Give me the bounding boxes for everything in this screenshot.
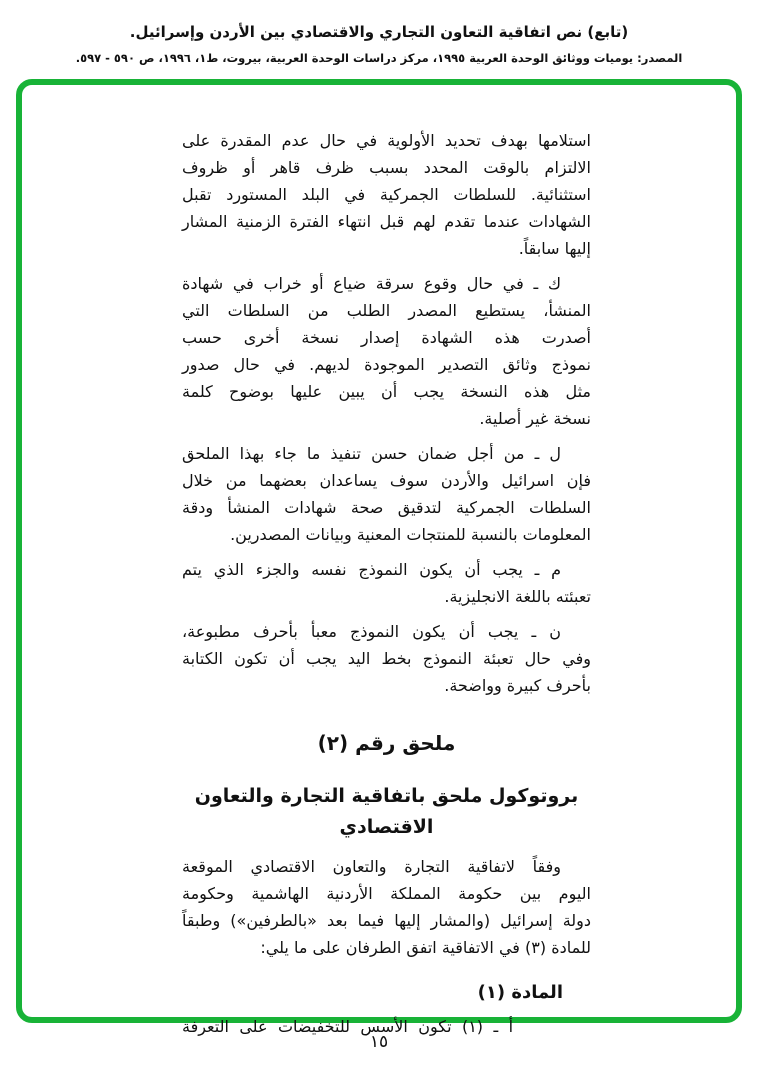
heading-line: الاقتصادي [339,816,434,838]
text-column [182,127,591,1040]
text-line: ل ـ من أجل ضمان حسن تنفيذ ما جاء بهذا الملحق [182,444,561,463]
text-line: استثنائية. للسلطات الجمركية في البلد المستورد تقبل [182,185,591,204]
body-paragraph [182,853,591,961]
text-line: تعبئته باللغة الانجليزية. [444,587,591,606]
text-line: المنشأ، يستطيع المصدر الطلب من السلطات التي [182,301,591,320]
heading-line: بروتوكول ملحق باتفاقية التجارة والتعاون [194,785,579,807]
text-line: المعلومات بالنسبة للمنتجات المعنية وبيانات المصدرين. [230,525,591,544]
text-line: ن ـ يجب أن يكون النموذج معبأ بأحرف مطبوعة، [182,622,561,641]
text-line: اليوم بين حكومة المملكة الأردنية الهاشمية وحكومة [182,884,591,903]
content-border-box [16,79,742,1036]
text-line: دولة إسرائيل (والمشار إليها فيما بعد «بالطرفين») وطبقاً [182,911,591,930]
text-line: فإن اسرائيل والأردن سوف يساعدان بعضهما من خلال [182,471,591,490]
protocol-title-heading [182,781,591,843]
text-line: نموذج وثائق التصدير الموجودة لديهم. في حال صدور [182,355,591,374]
body-paragraph [182,270,591,432]
text-line: ك ـ في حال وقوع سرقة ضياع أو خراب في شهادة [182,274,561,293]
article-heading: المادة (١) [477,982,563,1003]
text-line: استلامها بهدف تحديد الأولوية في حال عدم المقدرة على [182,131,591,150]
body-paragraph [182,618,591,699]
page-header [0,0,758,66]
text-line: مثل هذه النسخة يجب أن يبين عليها بوضوح كلمة [182,382,591,401]
text-line: وفقاً لاتفاقية التجارة والتعاون الاقتصادي الموقعة [182,857,561,876]
text-line: الشهادات عندما تقدم لهم قبل انتهاء الفترة الزمنية المشار [182,212,591,231]
text-line: السلطات الجمركية لتدقيق صحة شهادات المنشأ ودقة [182,498,591,517]
document-source-citation: المصدر: يوميات ووثائق الوحدة العربية ١٩٩٥، مركز دراسات الوحدة العربية، بيروت، ط١، ١٩٩٦، ص ٥٩٠ - ٥٩٧. [75,51,683,65]
text-line: م ـ يجب أن يكون النموذج نفسه والجزء الذي يتم [182,560,561,579]
text-line: وفي حال تعبئة النموذج بخط اليد يجب أن تكون الكتابة [182,649,591,668]
text-line: أصدرت هذه الشهادة إصدار نسخة أخرى حسب [182,328,591,347]
annex-number-heading: ملحق رقم (٢) [317,731,456,755]
document-title: (تابع) نص اتفاقية التعاون التجاري والاقتصادي بين الأردن وإسرائيل. [129,23,629,41]
text-line: للمادة (٣) في الاتفاقية اتفق الطرفان على ما يلي: [260,938,591,957]
body-paragraph [182,556,591,610]
text-line: بأحرف كبيرة وواضحة. [444,676,591,695]
text-line: الالتزام بالوقت المحدد بسبب ظرف قاهر أو ظروف [182,158,591,177]
body-paragraph [182,127,591,262]
list-item-line: أ ـ (١) تكون الأسس للتخفيضات على التعرفة [182,1017,514,1036]
text-line: إليها سابقاً. [518,239,591,258]
page-number: ١٥ [369,1032,389,1052]
body-paragraph [182,440,591,548]
text-line: نسخة غير أصلية. [479,409,591,428]
